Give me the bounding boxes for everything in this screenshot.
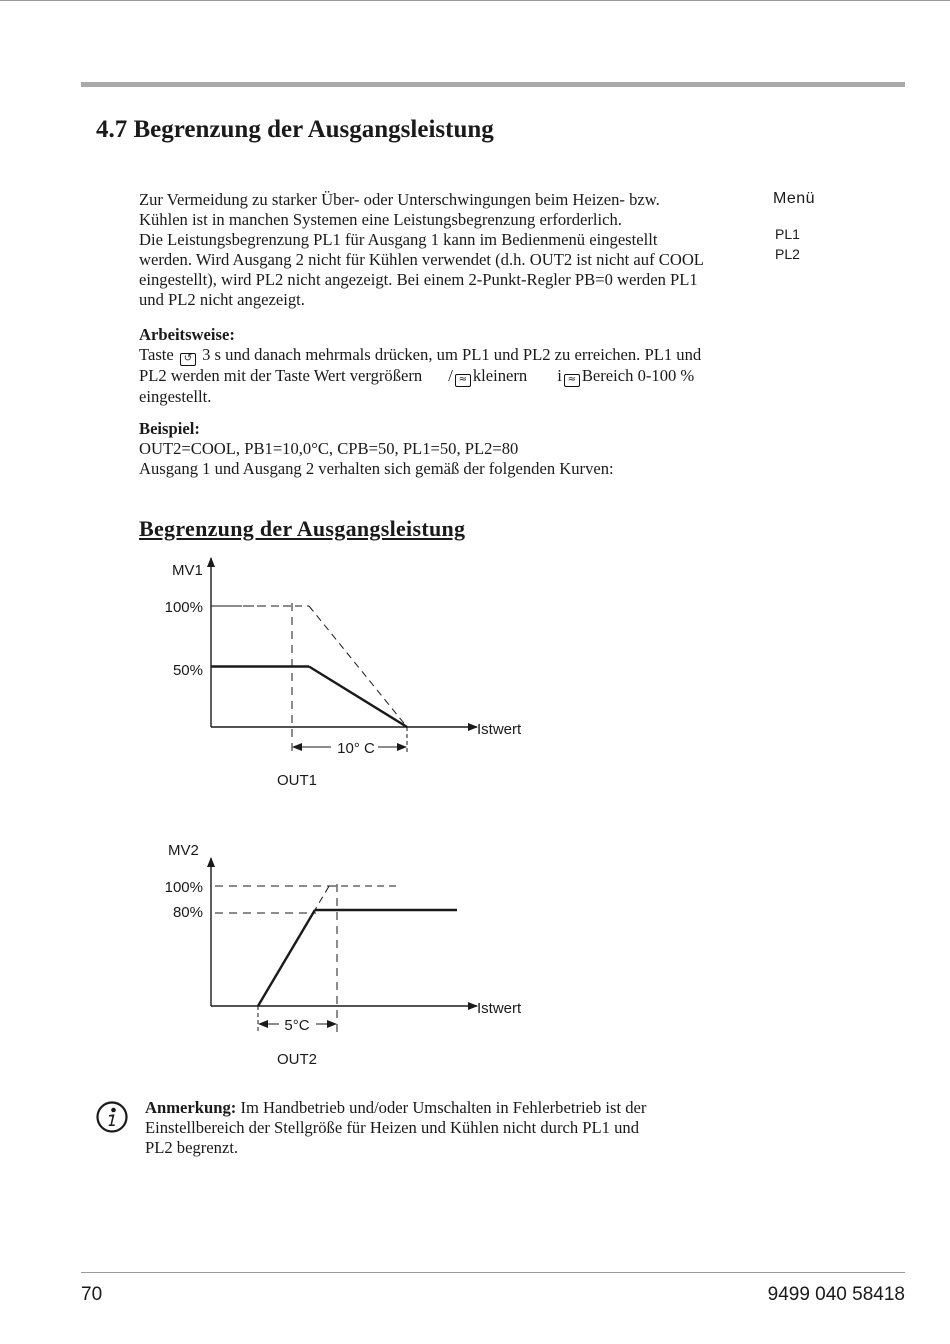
- note-line-1: [145, 1098, 745, 1118]
- chart1-output-label: OUT1: [276, 772, 318, 789]
- info-icon: [96, 1101, 128, 1133]
- chart1-y-label: MV1: [172, 562, 203, 579]
- document-number: 9499 040 58418: [767, 1284, 905, 1305]
- arbeitsweise-text: eingestellt.: [139, 387, 212, 406]
- chart2-series-group: [258, 886, 457, 1006]
- chart1-series-group: [211, 606, 407, 727]
- arbeitsweise-text: kleinern: [472, 366, 528, 385]
- beispiel-line: Ausgang 1 und Ausgang 2 verhalten sich gemäß der folgenden Kurven:: [139, 459, 614, 478]
- down-key-icon: ≈: [455, 374, 471, 387]
- arbeitsweise-text: /: [448, 366, 453, 385]
- note-paragraph: [145, 1098, 745, 1158]
- note-label: Anmerkung:: [145, 1098, 237, 1117]
- intro-line: werden. Wird Ausgang 2 nicht für Kühlen verwendet (d.h. OUT2 ist nicht auf COOL: [139, 250, 704, 269]
- intro-line: Kühlen ist in manchen Systemen eine Leistungsbegrenzung erforderlich.: [139, 210, 622, 229]
- chart1-band-label: 10° C: [337, 740, 375, 757]
- chart1-limited-segment: [309, 667, 407, 728]
- chart1-x-label: Istwert: [477, 721, 522, 738]
- chart2-x-label: Istwert: [477, 1000, 522, 1017]
- chart1-tick-label: 50%: [172, 662, 203, 679]
- note-text: PL2 begrenzt.: [145, 1138, 239, 1157]
- arbeitsweise-text: Bereich 0-100 %: [581, 366, 695, 385]
- menu-title: Menü: [773, 190, 816, 207]
- footer-line: [81, 1272, 905, 1273]
- intro-line: eingestellt), wird PL2 nicht angezeigt. Bei einem 2-Punkt-Regler PB=0 werden PL1: [139, 270, 698, 289]
- arbeitsweise-text: i: [557, 366, 562, 385]
- menu-item-pl1: PL1: [775, 226, 800, 242]
- chart-heading: Begrenzung der Ausgangsleistung: [139, 516, 466, 541]
- chart1-tick-label: 100%: [164, 599, 203, 616]
- note-text: Einstellbereich der Stellgröße für Heizen und Kühlen nicht durch PL1 und: [145, 1118, 639, 1137]
- chart2-tick-label: 80%: [172, 904, 203, 921]
- menu-item-pl2: PL2: [775, 246, 800, 262]
- chart2-y-label: MV2: [168, 842, 199, 859]
- chart2-output-label: OUT2: [276, 1051, 318, 1068]
- page-number: 70: [81, 1284, 103, 1305]
- chart1-unlimited-segment: [309, 606, 407, 727]
- intro-line: und PL2 nicht angezeigt.: [139, 290, 305, 309]
- beispiel-line: OUT2=COOL, PB1=10,0°C, CPB=50, PL1=50, PL2=80: [139, 439, 519, 458]
- note-text: Im Handbetrieb und/oder Umschalten in Fehlerbetrieb ist der: [240, 1098, 647, 1117]
- arbeitsweise-text: Taste: [139, 345, 174, 364]
- section-title: 4.7 Begrenzung der Ausgangsleistung: [96, 116, 494, 143]
- arbeitsweise-text: PL2 werden mit der Taste Wert vergrößern: [139, 366, 423, 385]
- chart2-band-label: 5°C: [284, 1017, 310, 1034]
- arbeitsweise-heading: Arbeitsweise:: [139, 325, 235, 344]
- up-key-icon: ≈: [564, 374, 580, 387]
- intro-line: Zur Vermeidung zu starker Über- oder Unterschwingungen beim Heizen- bzw.: [139, 190, 660, 209]
- arbeitsweise-text: 3 s und danach mehrmals drücken, um PL1 und PL2 zu erreichen. PL1 und: [202, 345, 702, 364]
- enter-key-icon: ↺: [180, 353, 196, 366]
- intro-line: Die Leistungsbegrenzung PL1 für Ausgang 1 kann im Bedienmenü eingestellt: [139, 230, 658, 249]
- beispiel-heading: Beispiel:: [139, 419, 200, 438]
- chart2-tick-label: 100%: [164, 879, 203, 896]
